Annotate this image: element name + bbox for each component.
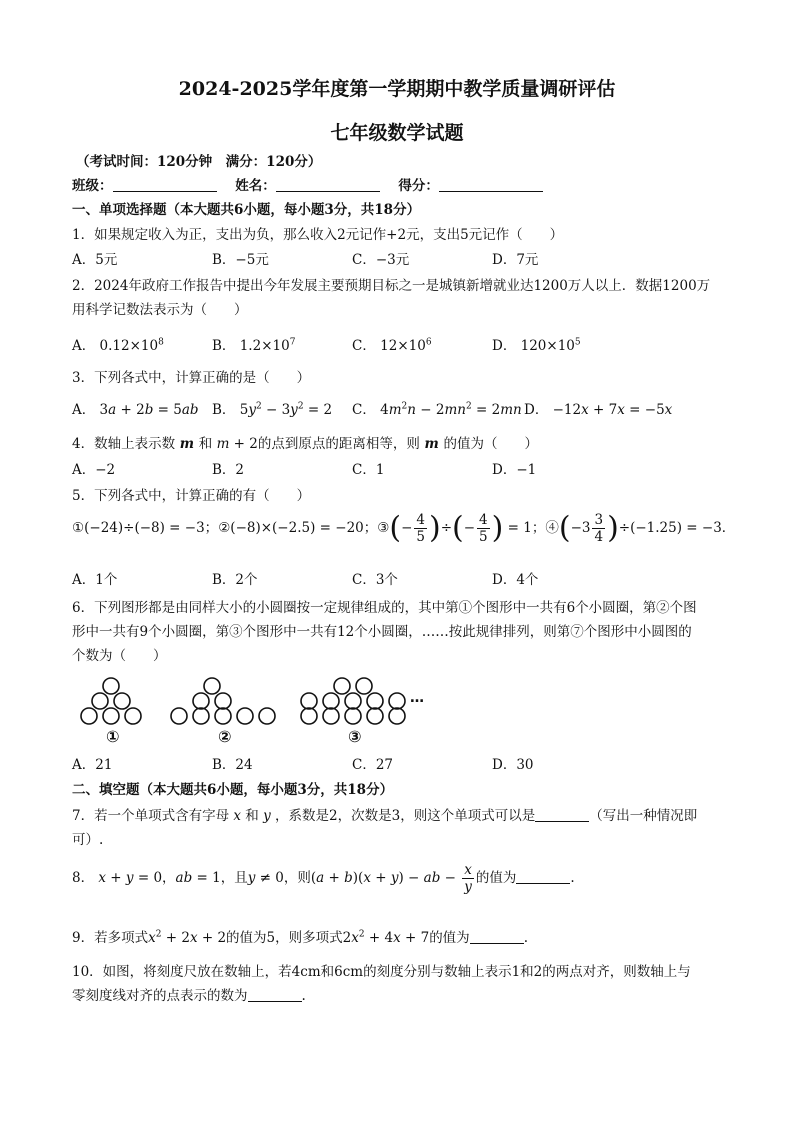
q5-item-1-marker: ① [72,520,85,536]
q8-prefix: 8． [72,870,95,886]
q6-option-d[interactable]: D．30 [492,757,534,773]
q1-stem: 1．如果规定收入为正，支出为负，那么收入2元记作+2元，支出5元记作（ ） [72,227,564,243]
q2-option-a[interactable] [72,334,164,354]
circle [103,708,119,724]
score-field[interactable] [439,177,543,192]
circle [171,708,187,724]
q7-part-d: （写出一种情况即 [589,808,698,824]
section1-heading: 一、单项选择题（本大题共6小题，每小题3分，共18分） [72,202,421,218]
q2-option-d-letter: D． [492,338,517,354]
q7-part-b: 和 [245,808,259,824]
q3-option-c[interactable] [352,398,522,418]
class-label: 班级： [72,178,113,194]
circle [367,708,383,724]
exam-title: 2024-2025学年度第一学期期中教学质量调研评估 [178,78,616,100]
q5-stem: 5．下列各式中，计算正确的有（ ） [72,488,311,504]
q4-var-m: m [175,436,199,452]
q9-line: 9．若多项式$x^2 + 2x + 2$的值为5，则多项式$2x^2 + 4x + 7$的值为 . [72,929,528,946]
q6-option-b[interactable]: B．24 [212,757,253,773]
figure-1 [81,678,141,724]
q5-item-1-expr: (−24)÷(−8) = −3； [84,520,219,536]
q2-option-d[interactable] [492,334,581,354]
q6-stem-line2: 形中一共有9个小圆圈，第③个图形中一共有12个小圆圈，……按此规律排列，则第⑦个图形中小圆图的 [72,624,692,640]
q3-option-d[interactable] [524,398,672,418]
circle [356,678,372,694]
circle [204,678,220,694]
q2-option-a-base: 0.12×10 [99,338,159,354]
q6-stem-line1: 6．下列图形都是由同样大小的小圆圈按一定规律组成的，其中第①个图形中一共有6个小圆圈，第②个图 [72,600,697,616]
q3-option-d-expr: −12x + 7x = −5x [552,402,673,418]
q4-option-a[interactable]: A．−2 [72,462,116,478]
q9-mid: 的值为5，则多项式 [226,930,343,946]
q3-option-d-letter: D． [524,402,549,418]
q2-option-c-exp: 6 [425,337,432,348]
q3-option-c-expr: $4m^2n - 2mn^2 = 2mn$ [380,401,522,418]
q5-item-4-expr: (−3 $\frac{3}{4}$ )÷(−1.25) = −3． [558,510,736,546]
q9-prefix: 9．若多项式 [72,930,149,946]
exam-subtitle: 七年级数学试题 [330,122,464,144]
figure-label-3: ③ [348,727,362,746]
q3-stem: 3．下列各式中，计算正确的是（ ） [72,370,311,386]
q3-option-a[interactable] [72,398,199,418]
figure-label-2: ② [218,727,232,746]
q4-option-d[interactable]: D．−1 [492,462,537,478]
q8-suffix: 的值为 [475,870,517,886]
q1-option-d[interactable]: D．7元 [492,252,539,268]
section2-heading: 二、填空题（本大题共6小题，每小题3分，共18分） [72,782,394,798]
q4-stem-part-d: 的值为（ ） [443,436,539,452]
q6-option-c[interactable]: C．27 [352,757,394,773]
q9-poly-1: $x^2 + 2x + 2$ [148,929,227,946]
name-field[interactable] [276,177,380,192]
score-label: 得分： [398,178,439,194]
q2-option-d-exp: 5 [574,337,581,348]
circle [215,708,231,724]
q10-line2: 零刻度线对齐的点表示的数为 . [72,988,306,1004]
q5-item-2-marker: ② [218,520,231,536]
q5-item-2-expr: (−8)×(−2.5) = −20； [230,520,378,536]
q5-option-b[interactable]: B．2个 [212,572,258,588]
exam-info: （考试时间：120分钟 满分：120分） [76,154,322,170]
name-label: 姓名： [235,178,276,194]
q8-line: 8． x + y = 0，ab = 1，且y ≠ 0，则(a + b)(x + y) − ab − $\frac{x}{y}$ 的值为 . [72,862,575,895]
q3-option-c-letter: C． [352,402,376,418]
q7-answer-blank[interactable] [535,807,589,822]
circle [125,708,141,724]
circle [389,693,405,709]
circle [114,693,130,709]
q5-option-c[interactable]: C．3个 [352,572,398,588]
q1-option-a[interactable]: A．5元 [72,252,118,268]
q1-option-c[interactable]: C．−3元 [352,252,410,268]
q9-poly-2: $2x^2 + 4x + 7$ [342,929,430,946]
q2-option-b-exp: 7 [289,337,296,348]
q3-option-a-letter: A． [72,402,96,418]
q6-option-a[interactable]: A．21 [72,757,113,773]
q2-option-c-letter: C． [352,338,376,354]
q9-answer-blank[interactable] [470,929,524,944]
q2-option-a-exp: 8 [158,337,164,348]
q4-stem [72,432,732,452]
q2-option-b[interactable] [212,334,295,354]
q4-option-b[interactable]: B．2 [212,462,245,478]
circle [92,693,108,709]
figure-ellipsis: … [410,690,424,706]
q3-option-a-expr: 3a + 2b = 5ab [99,402,199,418]
q8-answer-blank[interactable] [516,869,570,884]
circle [334,678,350,694]
circle [345,693,361,709]
circle [389,708,405,724]
q8-then: ，则 [283,870,311,886]
q10-line1: 10．如图，将刻度尺放在数轴上，若4cm和6cm的刻度分别与数轴上表示1和2的两点对齐，则数轴上与 [72,964,691,980]
q4-stem-part-b: 和 [198,436,213,452]
circle [323,708,339,724]
q2-stem-line2: 用科学记数法表示为（ ） [72,302,248,318]
q10-line2-text: 零刻度线对齐的点表示的数为 [72,988,248,1004]
figure-2 [171,678,275,724]
q5-option-a[interactable]: A．1个 [72,572,118,588]
circle [215,693,231,709]
q6-stem-line3: 个数为（ ） [72,648,167,664]
q8-cond-1: x + y = 0，ab = 1 [98,870,221,886]
q5-item-4-marker: ④ [545,520,559,536]
q4-stem-part-a: 4．数轴上表示数 [72,436,176,452]
circle [259,708,275,724]
q7-part-a: 7．若一个单项式含有字母 [72,808,230,824]
circle [367,693,383,709]
q4-stem-part-c: 的点到原点的距离相等，则 [257,436,420,452]
q4-expr-m-plus-2: m + 2 [212,436,258,452]
q7-var-x: x [229,808,246,824]
circle [345,708,361,724]
q5-option-d[interactable]: D．4个 [492,572,539,588]
circle [193,708,209,724]
q8-mid: ，且 [220,870,248,886]
q8-expression: (a + b)(x + y) − ab − $\frac{x}{y}$ [310,862,472,895]
q1-option-b[interactable]: B．−5元 [212,252,269,268]
q3-option-b-expr: $5y^2 - 3y^2 = 2$ [239,401,333,418]
q9-suffix: 的值为 [429,930,470,946]
q3-option-b[interactable] [212,398,332,418]
q7-line2: 可）. [72,832,104,848]
q7-var-y: y [258,808,276,824]
q3-option-b-letter: B． [212,402,236,418]
class-field[interactable] [113,177,217,192]
circle [301,708,317,724]
figure-3 [301,678,405,724]
q7-part-c: ，系数是2，次数是3，则这个单项式可以是 [275,808,536,824]
circle [323,693,339,709]
circle [103,678,119,694]
q5-item-3-marker: ③ [377,520,390,536]
q2-option-b-base: 1.2×10 [239,338,290,354]
figure-label-1: ① [106,727,120,746]
q2-option-d-base: 120×10 [520,338,575,354]
q4-var-m-2: m [419,436,444,452]
q2-option-c-base: 12×10 [380,338,426,354]
q2-stem-line1: 2．2024年政府工作报告中提出今年发展主要预期目标之一是城镇新增就业达1200万人以上．数据1200万 [72,278,711,294]
circle [193,693,209,709]
student-info-row [72,174,732,194]
q2-option-a-letter: A． [72,338,96,354]
q7-line1 [72,804,732,824]
q8-cond-2: y ≠ 0 [247,870,284,886]
q2-option-c[interactable] [352,334,432,354]
circle [81,708,97,724]
q4-option-c[interactable]: C．1 [352,462,385,478]
q10-answer-blank[interactable] [248,987,302,1002]
q5-item-3-expr: (− $\frac{4}{5}$ )÷(− $\frac{4}{5}$ ) = 1； [389,510,546,546]
q5-expressions [72,510,736,546]
circle [237,708,253,724]
circle [301,693,317,709]
q2-option-b-letter: B． [212,338,236,354]
q6-circle-pattern-figure [72,676,472,746]
